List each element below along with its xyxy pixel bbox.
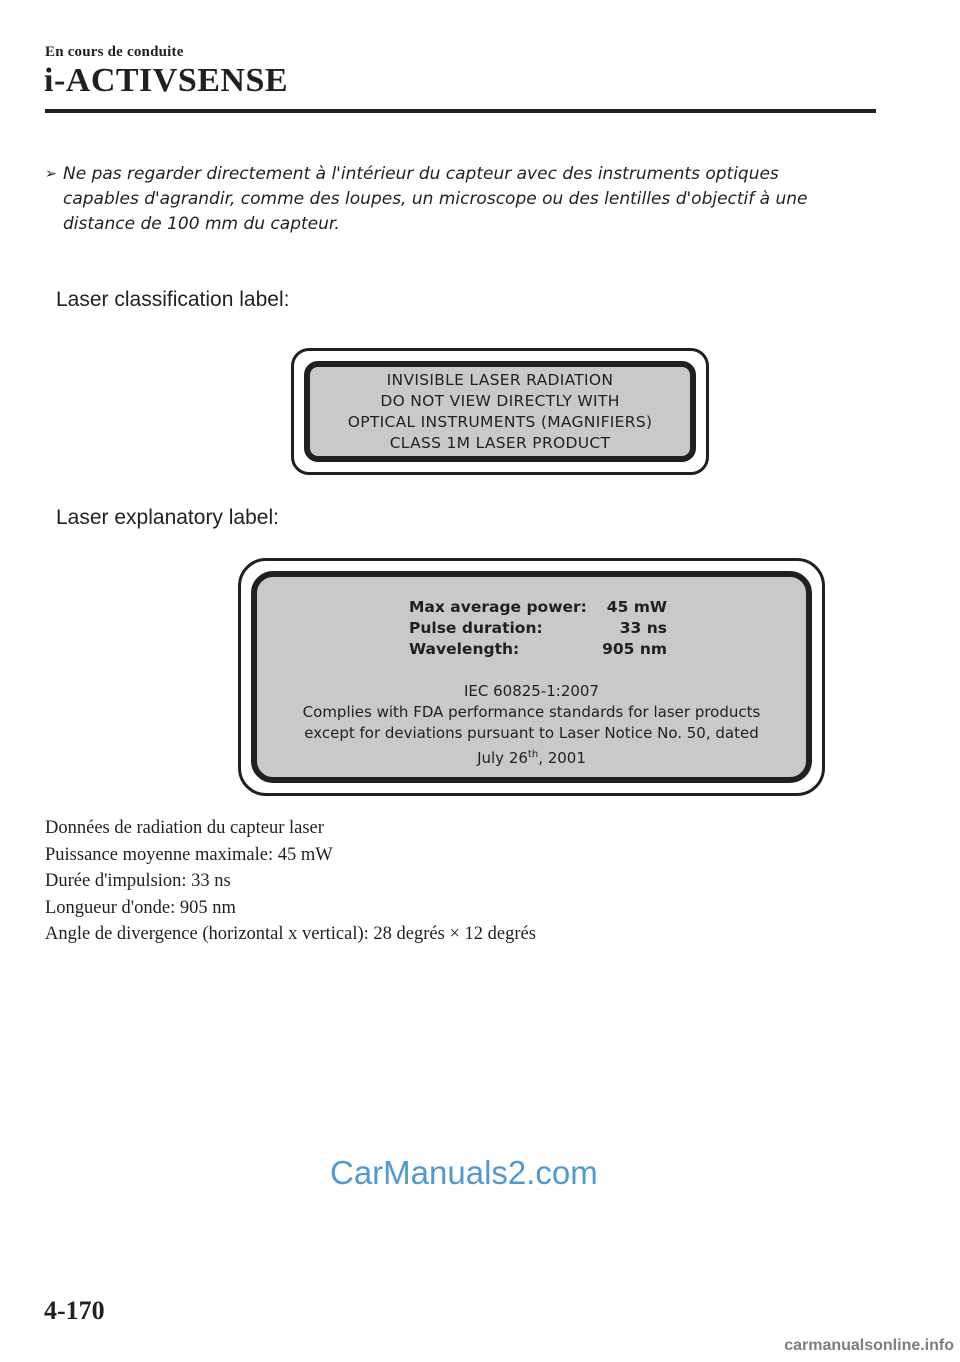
radiation-data-line: Longueur d'onde: 905 nm	[45, 897, 236, 918]
classification-line: DO NOT VIEW DIRECTLY WITH	[380, 391, 620, 410]
section-label: En cours de conduite	[45, 44, 184, 60]
footer-watermark: carmanualsonline.info	[784, 1337, 954, 1354]
chapter-title: i-ACTIVSENSE	[44, 62, 289, 99]
radiation-data	[45, 815, 536, 948]
date-ordinal: th	[527, 749, 539, 760]
explanatory-label-plate	[238, 558, 825, 796]
spec-value: 905 nm	[602, 640, 667, 658]
compliance-line: Complies with FDA performance standards for laser products	[302, 703, 761, 721]
classification-label-panel	[304, 361, 696, 462]
compliance-text	[257, 681, 806, 769]
spec-value: 45 mW	[606, 598, 667, 616]
spec-value: 33 ns	[619, 619, 667, 637]
date-suffix: , 2001	[538, 749, 586, 767]
title-divider	[45, 109, 876, 113]
radiation-data-line: Puissance moyenne maximale: 45 mW	[45, 844, 333, 865]
radiation-data-line: Angle de divergence (horizontal x vertical): 28 degrés × 12 degrés	[45, 924, 536, 944]
caution-note	[45, 162, 845, 237]
date-prefix: July 26	[477, 749, 528, 767]
spec-row	[409, 639, 667, 660]
spec-row	[409, 618, 667, 639]
explanatory-label-heading: Laser explanatory label:	[56, 506, 279, 529]
spec-table	[409, 597, 667, 660]
classification-label-heading: Laser classification label:	[56, 288, 290, 311]
watermark: CarManuals2.com	[330, 1154, 598, 1191]
note-line: Ne pas regarder directement à l'intérieur du capteur avec des instruments optiques	[63, 164, 779, 184]
classification-line: OPTICAL INSTRUMENTS (MAGNIFIERS)	[347, 412, 653, 431]
spec-key: Wavelength:	[409, 640, 520, 658]
classification-line: INVISIBLE LASER RADIATION	[386, 370, 614, 389]
note-line: capables d'agrandir, comme des loupes, un microscope ou des lentilles d'objectif à une	[63, 189, 808, 209]
spec-key: Max average power:	[409, 598, 587, 616]
arrow-bullet-icon: ➢	[45, 166, 57, 182]
standard-line: IEC 60825-1:2007	[463, 682, 600, 700]
caution-note-text	[63, 162, 808, 237]
spec-key: Pulse duration:	[409, 619, 543, 637]
radiation-data-line: Données de radiation du capteur laser	[45, 818, 324, 838]
date-line	[257, 744, 806, 769]
spec-row	[409, 597, 667, 618]
classification-line: CLASS 1M LASER PRODUCT	[389, 433, 611, 452]
note-line: distance de 100 mm du capteur.	[63, 214, 340, 234]
explanatory-label-panel	[251, 571, 812, 783]
compliance-line: except for deviations pursuant to Laser Notice No. 50, dated	[304, 724, 759, 742]
radiation-data-line: Durée d'impulsion: 33 ns	[45, 871, 231, 891]
classification-label-plate	[291, 348, 709, 475]
page-number: 4-170	[44, 1296, 105, 1325]
